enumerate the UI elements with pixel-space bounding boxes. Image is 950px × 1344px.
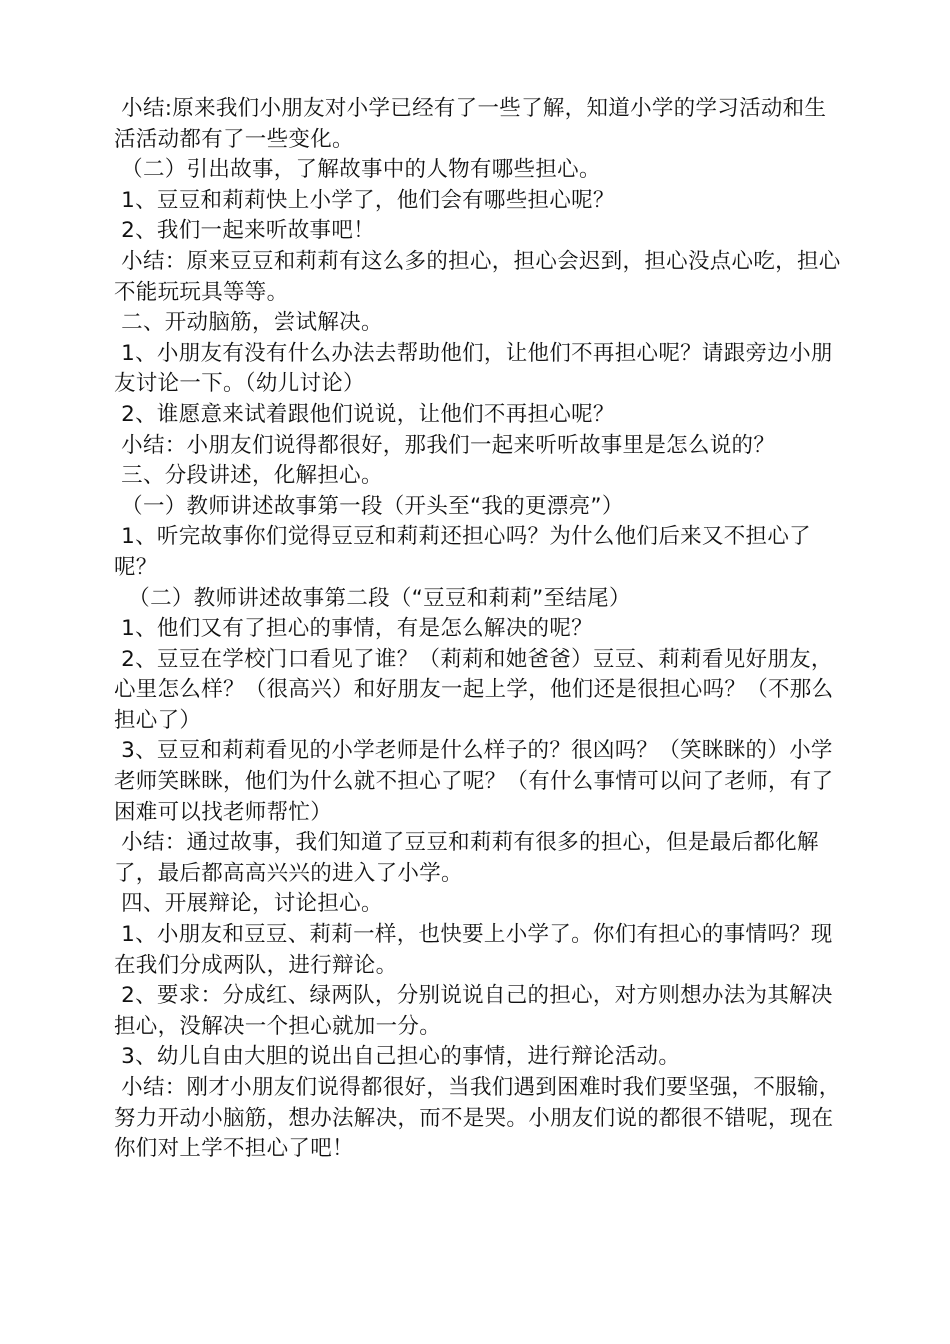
paragraph-item: 1、听完故事你们觉得豆豆和莉莉还担心吗？为什么他们后来又不担心了呢？ bbox=[114, 524, 811, 580]
paragraph-item: 1、小朋友有没有什么办法去帮助他们，让他们不再担心呢？请跟旁边小朋友讨论一下。（幼儿讨论） bbox=[114, 340, 833, 397]
paragraph-subsection-heading: （一）教师讲述故事第一段（开头至“我的更漂亮”） bbox=[114, 493, 624, 519]
document-body bbox=[114, 94, 844, 1165]
paragraph-item: 2、要求：分成红、绿两队，分别说说自己的担心，对方则想办法为其解决担心，没解决一个担心就加一分。 bbox=[114, 983, 833, 1039]
paragraph-subsection-heading: （二）教师讲述故事第二段（“豆豆和莉莉”至结尾） bbox=[114, 585, 631, 611]
paragraph-section-heading: 三、分段讲述，化解担心。 bbox=[114, 463, 383, 489]
paragraph-section-2-sub: （二）引出故事，了解故事中的人物有哪些担心。 bbox=[114, 157, 601, 183]
paragraph-summary: 小结：刚才小朋友们说得都很好，当我们遇到困难时我们要坚强，不服输，努力开动小脑筋，想办法解决，而不是哭。小朋友们说的都很不错呢，现在你们对上学不担心了吧！ bbox=[114, 1075, 841, 1162]
paragraph-item: 2、谁愿意来试着跟他们说说，让他们不再担心呢？ bbox=[114, 401, 615, 427]
paragraph-item: 3、豆豆和莉莉看见的小学老师是什么样子的？很凶吗？（笑眯眯的）小学老师笑眯眯，他们为什么就不担心了呢？（有什么事情可以问了老师，有了困难可以找老师帮忙） bbox=[114, 738, 834, 825]
paragraph-item: 3、幼儿自由大胆的说出自己担心的事情，进行辩论活动。 bbox=[114, 1044, 681, 1070]
paragraph-summary: 小结：小朋友们说得都很好，那我们一起来听听故事里是怎么说的？ bbox=[114, 432, 776, 458]
paragraph-summary: 小结：原来豆豆和莉莉有这么多的担心，担心会迟到，担心没点心吃，担心不能玩玩具等等。 bbox=[114, 248, 841, 305]
paragraph-summary: 小结：通过故事，我们知道了豆豆和莉莉有很多的担心，但是最后都化解了，最后都高高兴兴的进入了小学。 bbox=[114, 830, 819, 886]
paragraph-item: 1、豆豆和莉莉快上小学了，他们会有哪些担心呢？ bbox=[114, 187, 615, 213]
paragraph-summary-1: 小结:原来我们小朋友对小学已经有了一些了解，知道小学的学习活动和生活活动都有了一些变化。 bbox=[114, 96, 827, 152]
paragraph-section-heading: 四、开展辩论，讨论担心。 bbox=[114, 891, 383, 917]
paragraph-item: 1、小朋友和豆豆、莉莉一样，也快要上小学了。你们有担心的事情吗？现在我们分成两队，进行辩论。 bbox=[114, 922, 833, 978]
paragraph-item: 1、他们又有了担心的事情，有是怎么解决的呢？ bbox=[114, 616, 593, 642]
paragraph-item: 2、我们一起来听故事吧！ bbox=[114, 218, 375, 244]
paragraph-item: 2、豆豆在学校门口看见了谁？（莉莉和她爸爸）豆豆、莉莉看见好朋友，心里怎么样？（很高兴）和好朋友一起上学，他们还是很担心吗？（不那么担心了） bbox=[114, 646, 834, 733]
paragraph-section-heading: 二、开动脑筋，尝试解决。 bbox=[114, 310, 383, 336]
